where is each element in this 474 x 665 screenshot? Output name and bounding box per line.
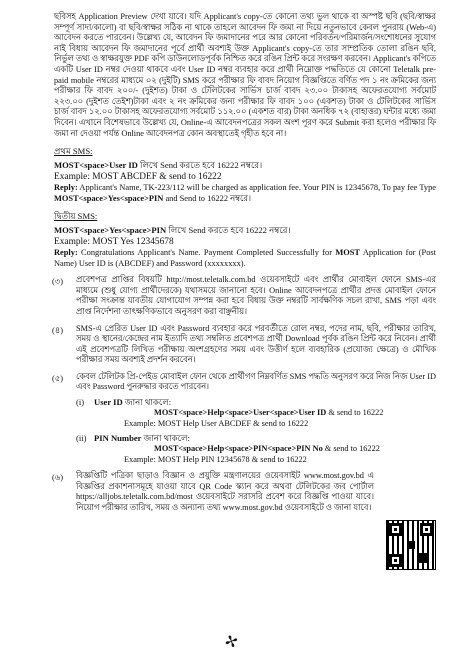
recovery-pin-send: & send to 16222 <box>322 444 380 454</box>
second-sms-reply <box>54 248 436 269</box>
qr-finder-bottom-left <box>389 554 402 567</box>
recovery-user-id-example: Example: MOST Help User ABCDEF & send to 16222 <box>124 418 309 428</box>
first-sms-command <box>54 160 436 171</box>
item-text: বিজ্ঞপ্তিটি পত্রিকা ছাড়াও বিজ্ঞান ও প্রযুক্তি মন্ত্রণালয়ের ওয়েবসাইট www.most.gov.bd এ বিজ্ঞপ্তির প্রকাশনাসমূহে যাওয়া যাবে QR Code স্ক্যান করে অথবা টেলিটকের জব পোর্টাল https://alljobs.teletalk.com.bd/most ওয়েবসাইটে সরাসরি প্রবেশ করে বিজ্ঞপ্তি পাওয়া যাবে। নিয়োগ পরীক্ষার তারিখ, সময় ও অন্যান্য তথ্য www.most.gov.bd ওয়েবসাইটে ও জানা যাবে। <box>76 471 374 512</box>
first-sms-command-text: লিখে Send করতে হবে 16222 নম্বরে। <box>137 160 263 171</box>
first-sms-command-code: MOST<space>User ID <box>54 160 138 171</box>
second-sms-reply-label: Reply: <box>54 248 78 258</box>
first-sms-example: Example: MOST ABCDEF & send to 16222 <box>54 172 222 183</box>
item-number: (৫) <box>52 373 64 383</box>
list-item <box>40 372 436 465</box>
second-sms-command <box>54 225 436 236</box>
recovery-user-id-heading <box>94 397 436 408</box>
list-item <box>40 275 436 317</box>
recovery-pin-heading <box>94 433 436 444</box>
recovery-pin-label: (ii) <box>76 433 87 444</box>
qr-module <box>407 541 415 549</box>
qr-code-icon[interactable] <box>386 520 436 570</box>
recovery-user-id-heading-bn: জানা থাকলে: <box>122 397 172 408</box>
qr-finder-top-left <box>389 523 402 536</box>
item-text: কেবল টেলিটক প্রি-পেইড মোবাইল ফোন থেকে প্রার্থীগণ নিম্নবর্ণিত SMS পদ্ধতি অনুসরণ করে নিজ নিজ User ID এবং Password পুনরুদ্ধার করতে পারবেন। <box>76 371 436 392</box>
first-sms-reply-text: Applicant's Name, TK-223/112 will be charged as application fee. Your PIN is 12345678, To pay fee Type <box>77 183 436 193</box>
first-sms-block <box>40 145 436 204</box>
item-text: প্রবেশপত্র প্রাপ্তির বিষয়টি http://most.teletalk.com.bd ওয়েবসাইটে এবং প্রার্থীর মোবাইল ফোনে SMS-এর মাধ্যমে (শুধু যোগ্য প্রার্থীদেরকে) যথাসময়ে জানানো হবে। Online আবেদনপত্রে প্রার্থীর প্রদত্ত মোবাইল ফোনে পরীক্ষা সংক্রান্ত যাবতীয় যোগাযোগ সম্পন্ন করা হবে বিধায় উক্ত নম্বরটি সার্বক্ষণিক সচল রাখা, SMS পড়া এবং প্রাপ্ত নির্দেশনা তাৎক্ষণিকভাবে অনুসরণ করা বাঞ্ছনীয়। <box>76 275 436 316</box>
first-sms-reply-label: Reply: <box>54 183 78 193</box>
recovery-pin-command <box>94 444 436 455</box>
recovery-user-id-heading-en: User ID <box>94 397 123 408</box>
recovery-user-id-label: (i) <box>76 397 85 408</box>
qr-finder-top-right <box>420 523 433 536</box>
recovery-user-id <box>76 397 436 429</box>
list-item <box>40 471 436 513</box>
qr-module <box>419 553 429 563</box>
list-item <box>40 324 436 366</box>
first-sms-reply-code: MOST<space>Yes<space>PIN <box>54 193 164 203</box>
second-sms-reply-end: Application for (Post Name) User ID is (ABCDEF) and Password (xxxxxxxx). <box>54 248 436 268</box>
first-sms-reply <box>54 183 436 204</box>
second-sms-command-text: লিখে Send করতে হবে 16222 নম্বরে। <box>166 225 291 236</box>
second-sms-heading: দ্বিতীয় SMS: <box>54 211 98 222</box>
recovery-user-id-send: & send to 16222 <box>326 408 384 418</box>
first-sms-reply-end: and Send to 16222 নম্বরে। <box>163 193 252 203</box>
signature-mark: ✢ <box>222 632 242 653</box>
item-number: (৬) <box>52 473 64 483</box>
item-number: (৩) <box>52 277 64 287</box>
item-text: SMS-এ প্রেরিত User ID এবং Password ব্যবহার করে পরবর্তীতে রোল নম্বর, পদের নাম, ছবি, পরীক্ষার তারিখ, সময় ও স্থানের/কেন্দ্রের নাম ইত্যাদি তথ্য সম্বলিত প্রবেশপত্র প্রার্থী Download পূর্বক রঙিন প্রিন্ট করে নিবেন। প্রার্থী এই প্রবেশপত্রটি লিখিত পরীক্ষায় অংশগ্রহণের সময় এবং উত্তীর্ণ হলে ব্যবহারিক (প্রযোজ্য ক্ষেত্রে) ও মৌখিক পরীক্ষার সময় অবশ্যই প্রদর্শন করবেন। <box>76 323 436 365</box>
recovery-user-id-command <box>94 408 436 419</box>
recovery-pin-example: Example: MOST Help PIN 12345678 & send to 16222 <box>124 454 307 464</box>
first-sms-heading: প্রথম SMS: <box>54 146 93 157</box>
recovery-user-id-code: MOST<space>Help<space>User<space>User ID <box>154 408 327 418</box>
recovery-pin-heading-en: PIN Number <box>94 433 142 444</box>
second-sms-command-code: MOST<space>Yes<space>PIN <box>54 225 167 236</box>
second-sms-reply-most: MOST <box>335 248 360 258</box>
second-sms-reply-text: Congratulations Applicant's Name. Payment Completed Successfully for <box>77 248 336 258</box>
recovery-pin-heading-bn: জানা থাকলে: <box>141 433 190 444</box>
second-sms-block <box>40 210 436 269</box>
intro-paragraph: ছবিসহ Application Preview দেখা যাবে। যদি Applicant's copy-তে কোনো তথ্য ভুল থাকে বা অস্পষ্ট ছবি (ছবি/স্বাক্ষর সম্পূর্ণ সাদা/কালো) বা ছবি/স্বাক্ষর সঠিক না থাকে তাহলে আবেদন ফি জমা না দিয়ে নতুনভাবে কেবল পুনরায় (Web-এ) আবেদন করতে পারবেন। উল্লেখ্য যে, আবেদন ফি জমাদানের পরে আর কোনো পরিবর্তন/পরিমার্জন/সংশোধনের সুযোগ নাই বিধায় আবেদন ফি জমাদানের পূর্বে প্রার্থী অবশ্যই উক্ত Applicant's copy-তে তার সাম্প্রতিক তোলা রঙিন ছবি, নির্ভুল তথ্য ও স্বাক্ষরযুক্ত PDF কপি ডাউনলোডপূর্বক নিশ্চিত করে রঙিন প্রিন্ট করে সংরক্ষণ করবেন। Applicant's কপিতে একটি User ID নম্বর দেওয়া থাকবে এবং User ID নম্বর ব্যবহার করে প্রার্থী নিম্নোক্ত পদ্ধতিতে যে কোনো Teletalk pre-paid mobile নম্বরের মাধ্যমে ০২ (দুইটি) SMS করে পরীক্ষার ফি বাবদ নিয়োগ বিজ্ঞপ্তিতে বর্ণিত পদ ১ নং ক্রমিকের জন্য পরীক্ষার ফি বাবদ ২০০/- (দুইশত) টাকা ও টেলিটকের সার্ভিস চার্জ বাবদ ২৩.০০ টাকাসহ অফেরতযোগ্য সর্বমোট ২২৩.০০ (দুইশত তেইশ)টাকা এবং ২ নং ক্রমিকের জন্য পরীক্ষার ফি বাবদ ১০০ (একশত) টাকা ও টেলিটকের সার্ভিস চার্জ বাবদ ১২.০০ টাকাসহ অফেরতযোগ্য সর্বমোট ১১২.০০ (একশত বার) টাকা অনধিক ৭২ (বাহাত্তর) ঘন্টার মধ্যে জমা দিবেন। এখানে বিশেষভাবে উল্লেখ্য যে, Online-এ আবেদনপত্রের সকল অংশ পূরণ করে Submit করা হলেও পরীক্ষার ফি জমা না দেওয়া পর্যন্ত Online আবেদনপত্র কোন অবস্থাতেই গৃহীত হবে না। <box>54 12 436 138</box>
recovery-pin-code: MOST<space>Help<space>PIN<space>PIN No <box>154 444 323 454</box>
recovery-pin <box>76 433 436 465</box>
second-sms-example: Example: MOST Yes 12345678 <box>54 237 174 248</box>
item-number: (৪) <box>52 325 64 335</box>
